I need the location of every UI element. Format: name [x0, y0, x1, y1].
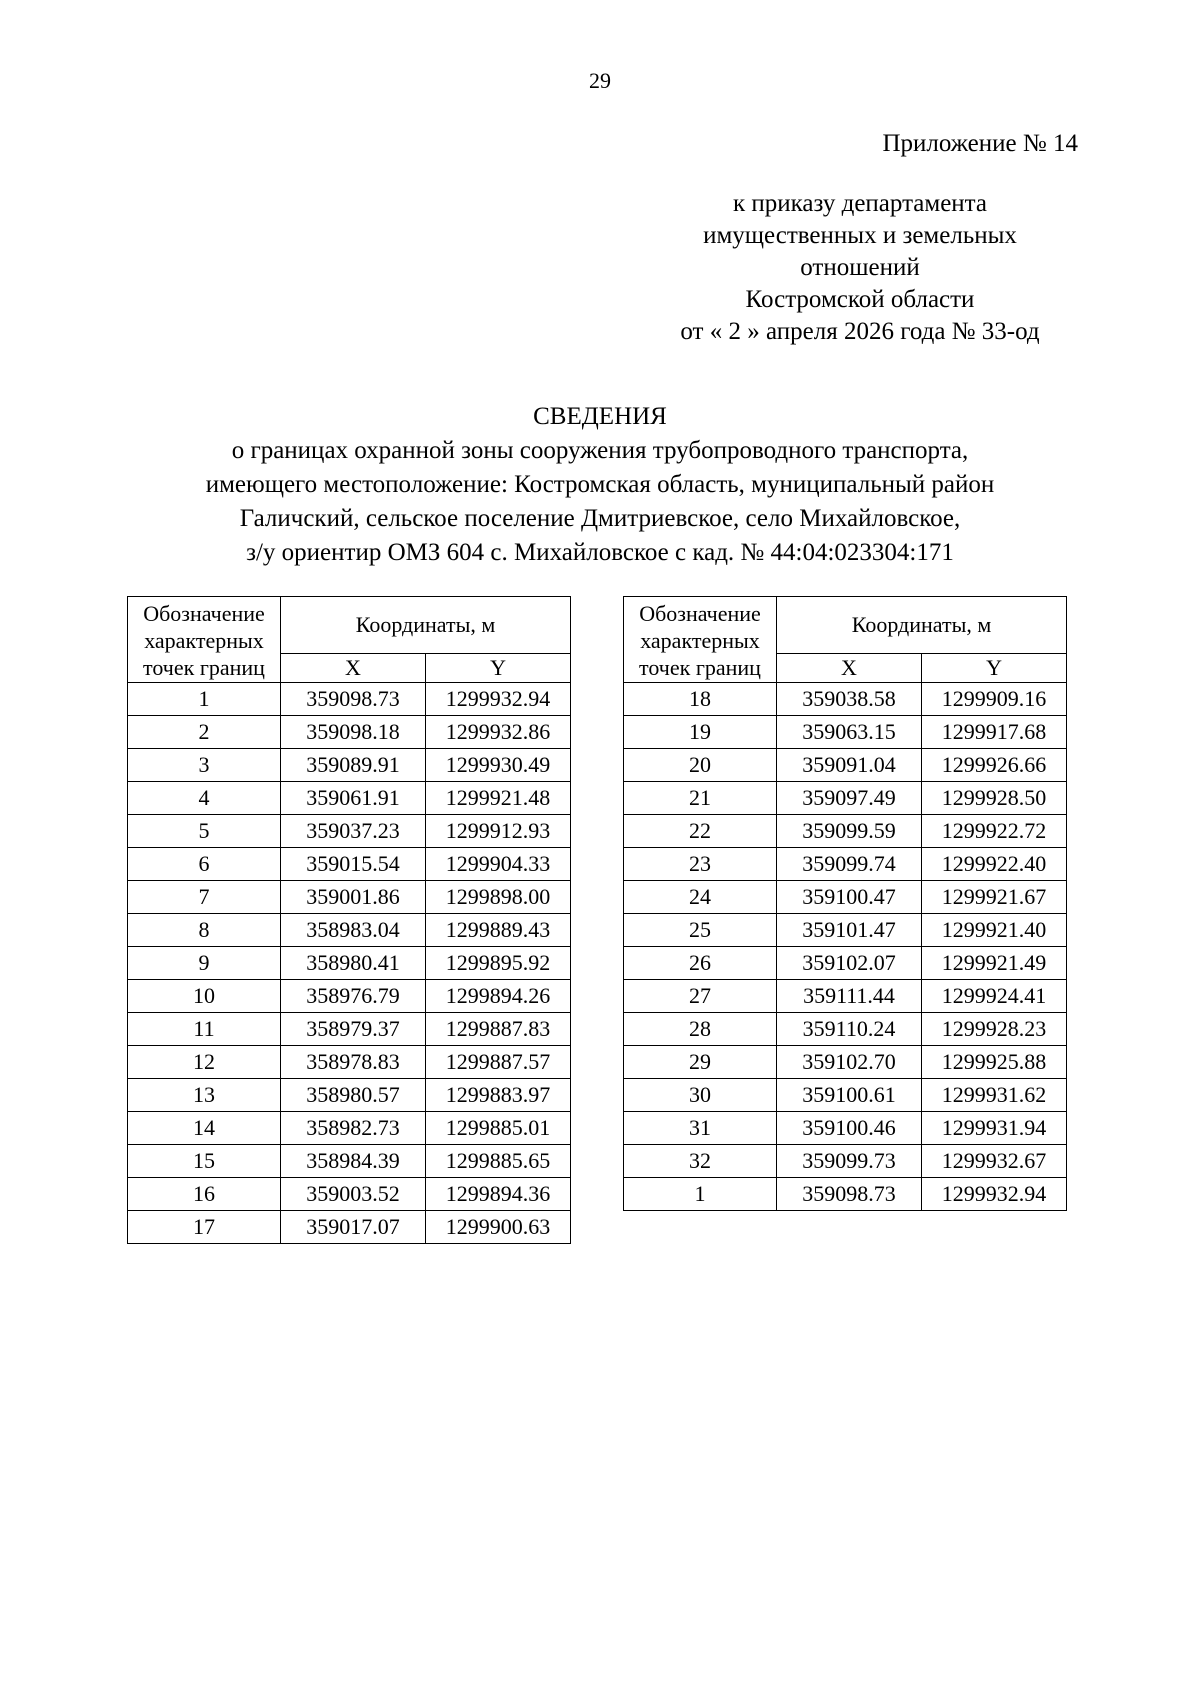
x-coordinate-cell: 359110.24 [777, 1013, 922, 1046]
point-number-cell: 32 [624, 1145, 777, 1178]
point-header-line: Обозначение [639, 601, 761, 626]
table-row [128, 1211, 571, 1244]
x-coordinate-cell: 359098.18 [281, 716, 426, 749]
y-coordinate-cell: 1299926.66 [922, 749, 1067, 782]
point-number-cell: 22 [624, 815, 777, 848]
table-row [128, 749, 571, 782]
point-number-cell: 2 [128, 716, 281, 749]
y-coordinate-cell: 1299921.67 [922, 881, 1067, 914]
y-coordinate-cell: 1299895.92 [426, 947, 571, 980]
y-coordinate-cell: 1299885.01 [426, 1112, 571, 1145]
point-number-cell: 8 [128, 914, 281, 947]
point-number-cell: 16 [128, 1178, 281, 1211]
y-coordinate-cell: 1299912.93 [426, 815, 571, 848]
y-coordinate-cell: 1299931.94 [922, 1112, 1067, 1145]
y-coordinate-cell: 1299932.86 [426, 716, 571, 749]
point-number-cell: 26 [624, 947, 777, 980]
y-coordinate-cell: 1299898.00 [426, 881, 571, 914]
table-row [128, 716, 571, 749]
point-number-cell: 1 [128, 683, 281, 716]
page-number: 29 [589, 68, 611, 93]
y-coordinate-cell: 1299885.65 [426, 1145, 571, 1178]
x-coordinate-cell: 358980.41 [281, 947, 426, 980]
y-coordinate-cell: 1299922.40 [922, 848, 1067, 881]
x-coordinate-cell: 359015.54 [281, 848, 426, 881]
point-number-cell: 1 [624, 1178, 777, 1211]
y-coordinate-cell: 1299900.63 [426, 1211, 571, 1244]
y-coordinate-cell: 1299931.62 [922, 1079, 1067, 1112]
x-coordinate-cell: 359102.07 [777, 947, 922, 980]
point-number-cell: 30 [624, 1079, 777, 1112]
table-row [128, 782, 571, 815]
y-column-header: Y [922, 654, 1067, 683]
x-coordinate-cell: 359099.59 [777, 815, 922, 848]
point-number-cell: 11 [128, 1013, 281, 1046]
y-coordinate-cell: 1299930.49 [426, 749, 571, 782]
x-coordinate-cell: 359099.73 [777, 1145, 922, 1178]
table-row [128, 947, 571, 980]
point-header-line: точек границ [143, 655, 265, 680]
y-coordinate-cell: 1299904.33 [426, 848, 571, 881]
table-row [624, 947, 1067, 980]
y-coordinate-cell: 1299883.97 [426, 1079, 571, 1112]
point-number-cell: 6 [128, 848, 281, 881]
point-column-header [128, 597, 281, 683]
y-coordinate-cell: 1299921.48 [426, 782, 571, 815]
point-number-cell: 9 [128, 947, 281, 980]
order-line: от « 2 » апреля 2026 года № 33-од [680, 318, 1040, 345]
x-column-header: X [777, 654, 922, 683]
x-coordinate-cell: 358982.73 [281, 1112, 426, 1145]
point-number-cell: 17 [128, 1211, 281, 1244]
y-coordinate-cell: 1299928.23 [922, 1013, 1067, 1046]
coordinates-column-header: Координаты, м [777, 597, 1067, 654]
x-coordinate-cell: 359038.58 [777, 683, 922, 716]
x-coordinate-cell: 359037.23 [281, 815, 426, 848]
table-row [624, 1079, 1067, 1112]
heading-line: о границах охранной зоны сооружения трубопроводного транспорта, [231, 437, 969, 464]
table-row [624, 782, 1067, 815]
x-coordinate-cell: 358980.57 [281, 1079, 426, 1112]
y-coordinate-cell: 1299925.88 [922, 1046, 1067, 1079]
point-number-cell: 28 [624, 1013, 777, 1046]
order-reference [590, 188, 1130, 348]
x-coordinate-cell: 359098.73 [281, 683, 426, 716]
point-number-cell: 29 [624, 1046, 777, 1079]
table-row [128, 881, 571, 914]
table-row [128, 1046, 571, 1079]
heading-title: СВЕДЕНИЯ [533, 403, 667, 430]
x-coordinate-cell: 359061.91 [281, 782, 426, 815]
coordinates-table-right [623, 596, 1067, 1211]
appendix-title: Приложение № 14 [882, 130, 1078, 157]
order-line: Костромской области [745, 286, 975, 313]
table-row [128, 1178, 571, 1211]
x-coordinate-cell: 359098.73 [777, 1178, 922, 1211]
y-coordinate-cell: 1299924.41 [922, 980, 1067, 1013]
y-coordinate-cell: 1299889.43 [426, 914, 571, 947]
point-number-cell: 13 [128, 1079, 281, 1112]
table-row [128, 848, 571, 881]
x-coordinate-cell: 359091.04 [777, 749, 922, 782]
y-coordinate-cell: 1299928.50 [922, 782, 1067, 815]
x-coordinate-cell: 359100.46 [777, 1112, 922, 1145]
y-coordinate-cell: 1299909.16 [922, 683, 1067, 716]
table-row [128, 1079, 571, 1112]
y-coordinate-cell: 1299894.26 [426, 980, 571, 1013]
x-coordinate-cell: 359099.74 [777, 848, 922, 881]
point-number-cell: 7 [128, 881, 281, 914]
y-coordinate-cell: 1299921.40 [922, 914, 1067, 947]
y-coordinate-cell: 1299921.49 [922, 947, 1067, 980]
order-line: к приказу департамента [732, 190, 988, 217]
x-coordinate-cell: 358976.79 [281, 980, 426, 1013]
point-header-line: характерных [640, 628, 760, 653]
point-header-line: точек границ [639, 655, 761, 680]
heading-line: имеющего местоположение: Костромская область, муниципальный район [205, 471, 995, 498]
table-row [624, 1145, 1067, 1178]
point-number-cell: 10 [128, 980, 281, 1013]
document-heading [100, 400, 1100, 570]
x-coordinate-cell: 358978.83 [281, 1046, 426, 1079]
x-coordinate-cell: 359017.07 [281, 1211, 426, 1244]
table-row [128, 1145, 571, 1178]
x-coordinate-cell: 358983.04 [281, 914, 426, 947]
point-number-cell: 21 [624, 782, 777, 815]
point-header-line: Обозначение [143, 601, 265, 626]
point-number-cell: 18 [624, 683, 777, 716]
table-row [128, 1013, 571, 1046]
heading-line: з/у ориентир ОМЗ 604 с. Михайловское с кад. № 44:04:023304:171 [246, 539, 954, 566]
y-coordinate-cell: 1299887.57 [426, 1046, 571, 1079]
point-number-cell: 27 [624, 980, 777, 1013]
table-row [624, 881, 1067, 914]
table-row [624, 1013, 1067, 1046]
point-number-cell: 19 [624, 716, 777, 749]
point-number-cell: 31 [624, 1112, 777, 1145]
x-coordinate-cell: 358984.39 [281, 1145, 426, 1178]
table-row [624, 716, 1067, 749]
x-coordinate-cell: 359001.86 [281, 881, 426, 914]
point-number-cell: 23 [624, 848, 777, 881]
x-coordinate-cell: 359111.44 [777, 980, 922, 1013]
table-row [624, 815, 1067, 848]
point-number-cell: 25 [624, 914, 777, 947]
y-coordinate-cell: 1299932.94 [922, 1178, 1067, 1211]
point-number-cell: 5 [128, 815, 281, 848]
x-coordinate-cell: 359101.47 [777, 914, 922, 947]
point-number-cell: 24 [624, 881, 777, 914]
point-number-cell: 3 [128, 749, 281, 782]
coordinates-column-header: Координаты, м [281, 597, 571, 654]
table-row [624, 848, 1067, 881]
x-coordinate-cell: 359102.70 [777, 1046, 922, 1079]
table-row [624, 914, 1067, 947]
y-coordinate-cell: 1299894.36 [426, 1178, 571, 1211]
table-row [624, 980, 1067, 1013]
x-coordinate-cell: 359089.91 [281, 749, 426, 782]
table-row [624, 1112, 1067, 1145]
table-row [128, 815, 571, 848]
heading-line: Галичский, сельское поселение Дмитриевское, село Михайловское, [239, 505, 961, 532]
order-line: отношений [800, 254, 920, 281]
y-coordinate-cell: 1299932.67 [922, 1145, 1067, 1178]
y-coordinate-cell: 1299922.72 [922, 815, 1067, 848]
table-row [624, 749, 1067, 782]
table-row [128, 1112, 571, 1145]
x-column-header: X [281, 654, 426, 683]
point-number-cell: 4 [128, 782, 281, 815]
x-coordinate-cell: 359100.47 [777, 881, 922, 914]
point-number-cell: 12 [128, 1046, 281, 1079]
table-row [128, 683, 571, 716]
x-coordinate-cell: 358979.37 [281, 1013, 426, 1046]
coordinates-table-left [127, 596, 571, 1244]
point-header-line: характерных [144, 628, 264, 653]
point-number-cell: 14 [128, 1112, 281, 1145]
point-number-cell: 15 [128, 1145, 281, 1178]
table-row [128, 980, 571, 1013]
x-coordinate-cell: 359063.15 [777, 716, 922, 749]
table-row [128, 914, 571, 947]
y-coordinate-cell: 1299887.83 [426, 1013, 571, 1046]
y-coordinate-cell: 1299932.94 [426, 683, 571, 716]
order-line: имущественных и земельных [703, 222, 1017, 249]
table-row [624, 1046, 1067, 1079]
point-number-cell: 20 [624, 749, 777, 782]
x-coordinate-cell: 359100.61 [777, 1079, 922, 1112]
y-column-header: Y [426, 654, 571, 683]
point-column-header [624, 597, 777, 683]
table-row [624, 1178, 1067, 1211]
x-coordinate-cell: 359003.52 [281, 1178, 426, 1211]
table-row [624, 683, 1067, 716]
x-coordinate-cell: 359097.49 [777, 782, 922, 815]
y-coordinate-cell: 1299917.68 [922, 716, 1067, 749]
